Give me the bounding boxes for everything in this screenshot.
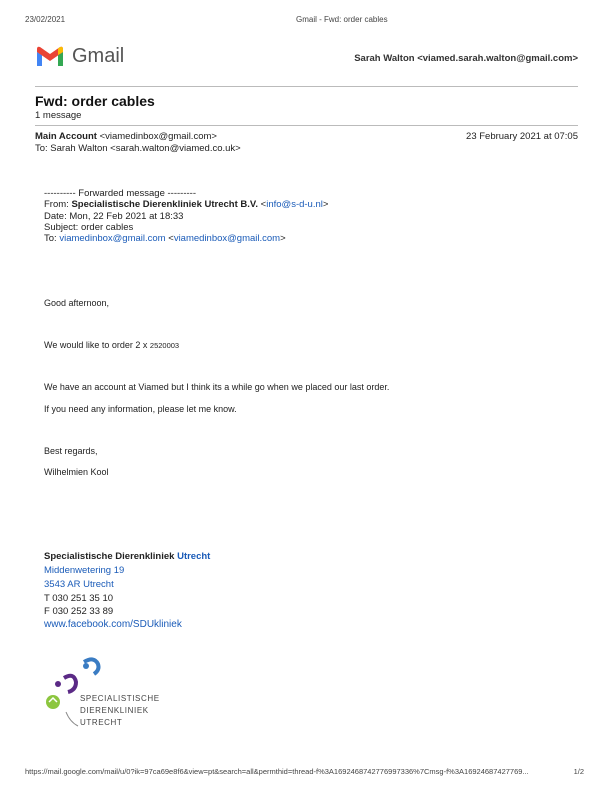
print-date: 23/02/2021 <box>25 15 66 24</box>
order-code: 2520003 <box>149 341 180 350</box>
logo-line-2: DIERENKLINIEK <box>80 706 149 715</box>
from-name: Main Account <box>35 131 97 142</box>
forward-from-close: > <box>322 199 329 210</box>
forward-from <box>44 199 328 210</box>
order-text: We would like to order 2 x <box>44 340 148 350</box>
forward-to-label: To: <box>44 233 57 244</box>
forward-divider: ---------- Forwarded message --------- <box>44 188 196 199</box>
logo-line-3: UTRECHT <box>80 718 123 727</box>
forward-to-email-link[interactable]: viamedinbox@gmail.com <box>59 233 166 244</box>
body-order-line <box>44 340 179 350</box>
message-count: 1 message <box>35 110 82 121</box>
signature-street-link[interactable]: Middenwetering 19 <box>44 565 125 576</box>
forward-from-email-link[interactable]: info@s-d-u.nl <box>266 199 323 210</box>
signature-org <box>44 551 210 562</box>
gmail-logo-text: Gmail <box>72 45 125 67</box>
forward-to-open: < <box>168 233 174 244</box>
print-footer-url: https://mail.google.com/mail/u/0?ik=97ca69e8f6&view=pt&search=all&permthid=thread-f%3A1692468742776997336%7Cmsg-f%3A16924687427769... <box>25 767 529 776</box>
gmail-logo-icon <box>35 44 65 68</box>
signature-city-link[interactable]: Utrecht <box>177 551 211 562</box>
forward-date: Date: Mon, 22 Feb 2021 at 18:33 <box>44 211 184 222</box>
forward-from-label: From: <box>44 199 69 210</box>
signature-website-link[interactable]: www.facebook.com/SDUkliniek <box>44 619 182 630</box>
signature-phone: T 030 251 35 10 <box>44 593 114 604</box>
signature-org-name: Specialistische Dierenkliniek <box>44 551 175 562</box>
body-regards: Best regards, <box>44 446 98 456</box>
logo-line-1: SPECIALISTISCHE <box>80 694 160 703</box>
forward-to <box>44 233 286 244</box>
forward-subject: Subject: order cables <box>44 222 134 233</box>
account-identity: Sarah Walton <viamed.sarah.walton@gmail.com> <box>354 53 578 64</box>
print-footer-page: 1/2 <box>573 767 584 776</box>
message-to: To: Sarah Walton <sarah.walton@viamed.co.uk> <box>35 143 241 154</box>
signature-postcode-link[interactable]: 3543 AR Utrecht <box>44 579 114 590</box>
message-from <box>35 131 217 142</box>
from-email: <viamedinbox@gmail.com> <box>99 131 217 142</box>
subject-divider <box>35 125 578 126</box>
body-greeting: Good afternoon, <box>44 298 110 308</box>
forward-to-close: > <box>280 233 286 244</box>
body-account-line: We have an account at Viamed but I think its a while go when we placed our last order. <box>44 382 390 392</box>
body-info-line: If you need any information, please let me know. <box>44 404 237 414</box>
print-title: Gmail - Fwd: order cables <box>296 15 388 24</box>
forward-to-email-link-2[interactable]: viamedinbox@gmail.com <box>173 233 281 244</box>
thread-subject: Fwd: order cables <box>35 93 155 109</box>
clinic-logo <box>44 656 164 732</box>
message-date: 23 February 2021 at 07:05 <box>466 131 578 142</box>
forward-from-name: Specialistische Dierenkliniek Utrecht B.V. <box>71 199 259 210</box>
signature-fax: F 030 252 33 89 <box>44 606 114 617</box>
header-divider <box>35 86 578 87</box>
body-sender: Wilhelmien Kool <box>44 467 109 477</box>
forward-from-open: < <box>260 199 267 210</box>
